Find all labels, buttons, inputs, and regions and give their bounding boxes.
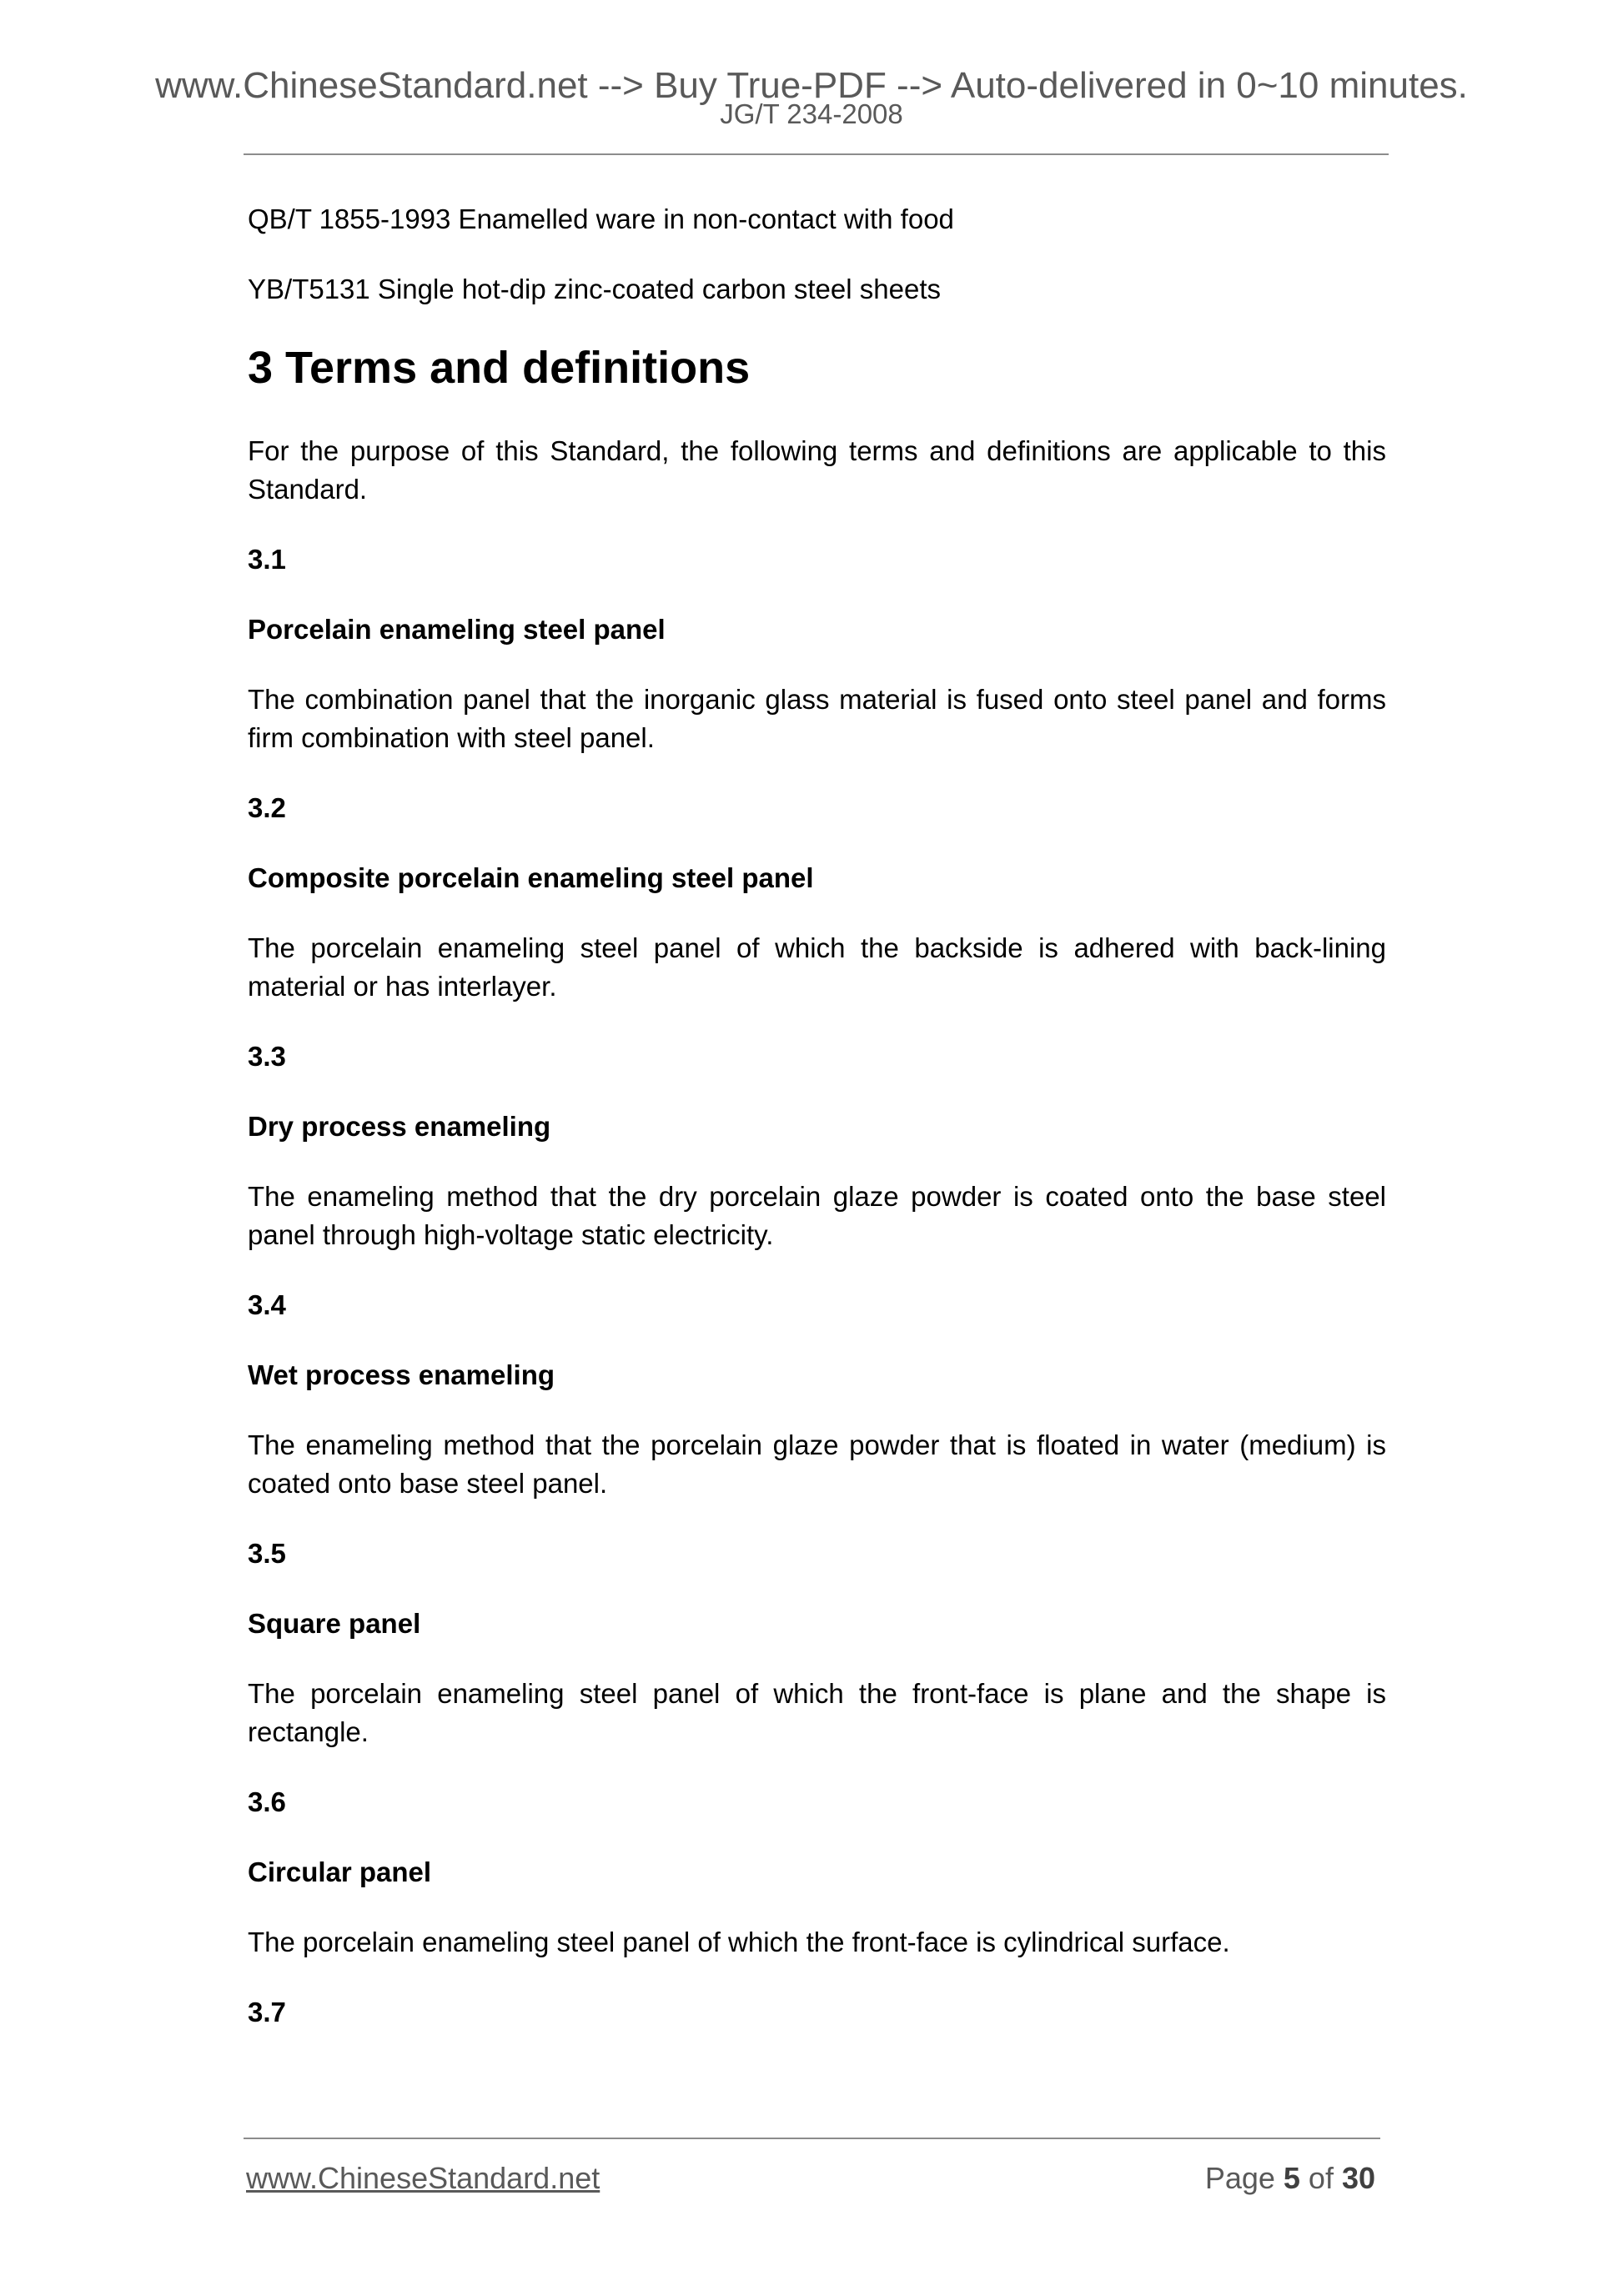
term-number: 3.6 [248,1786,286,1817]
term-definition: The porcelain enameling steel panel of which the front-face is cylindrical surface. [248,1927,1230,1957]
term-name: Porcelain enameling steel panel [248,614,666,645]
footer-website-link[interactable]: www.ChineseStandard.net [246,2161,600,2195]
term-name: Composite porcelain enameling steel panel [248,862,814,893]
term-number: 3.2 [248,792,286,823]
term-number: 3.7 [248,1997,286,2027]
header-watermark: www.ChineseStandard.net --> Buy True-PDF --> Auto-delivered in 0~10 minutes. [155,65,1468,106]
term-definition: The combination panel that the inorganic glass material is fused onto steel panel and forms firm combination with steel panel. [248,684,1386,753]
reference-item: YB/T5131 Single hot-dip zinc-coated carbon steel sheets [248,274,941,304]
term-name: Wet process enameling [248,1359,555,1390]
page-content [248,200,1386,2063]
page-separator: of [1299,2161,1342,2195]
term-definition: The porcelain enameling steel panel of which the backside is adhered with back-lining material or has interlayer. [248,932,1386,1002]
total-page-count: 30 [1341,2161,1375,2195]
page-label: Page [1204,2161,1284,2195]
term-definition: The enameling method that the porcelain glaze powder that is floated in water (medium) is coated onto base steel panel. [248,1429,1386,1499]
term-name: Square panel [248,1608,421,1639]
current-page-number: 5 [1283,2161,1300,2195]
term-definition: The enameling method that the dry porcelain glaze powder is coated onto the base steel panel through high-voltage static electricity. [248,1181,1386,1250]
term-number: 3.3 [248,1041,286,1072]
term-name: Dry process enameling [248,1111,551,1142]
term-definition: The porcelain enameling steel panel of which the front-face is plane and the shape is rectangle. [248,1678,1386,1747]
footer-divider [244,2138,1380,2139]
section-intro: For the purpose of this Standard, the following terms and definitions are applicable to this Standard. [248,435,1386,505]
term-number: 3.5 [248,1538,286,1569]
term-number: 3.1 [248,544,286,575]
header-divider [244,153,1389,155]
page-indicator [1205,2160,1375,2197]
document-code: JG/T 234-2008 [720,98,903,129]
term-number: 3.4 [248,1289,286,1320]
term-name: Circular panel [248,1856,432,1887]
section-heading: 3 Terms and definitions [248,343,751,393]
reference-item: QB/T 1855-1993 Enamelled ware in non-contact with food [248,203,954,234]
